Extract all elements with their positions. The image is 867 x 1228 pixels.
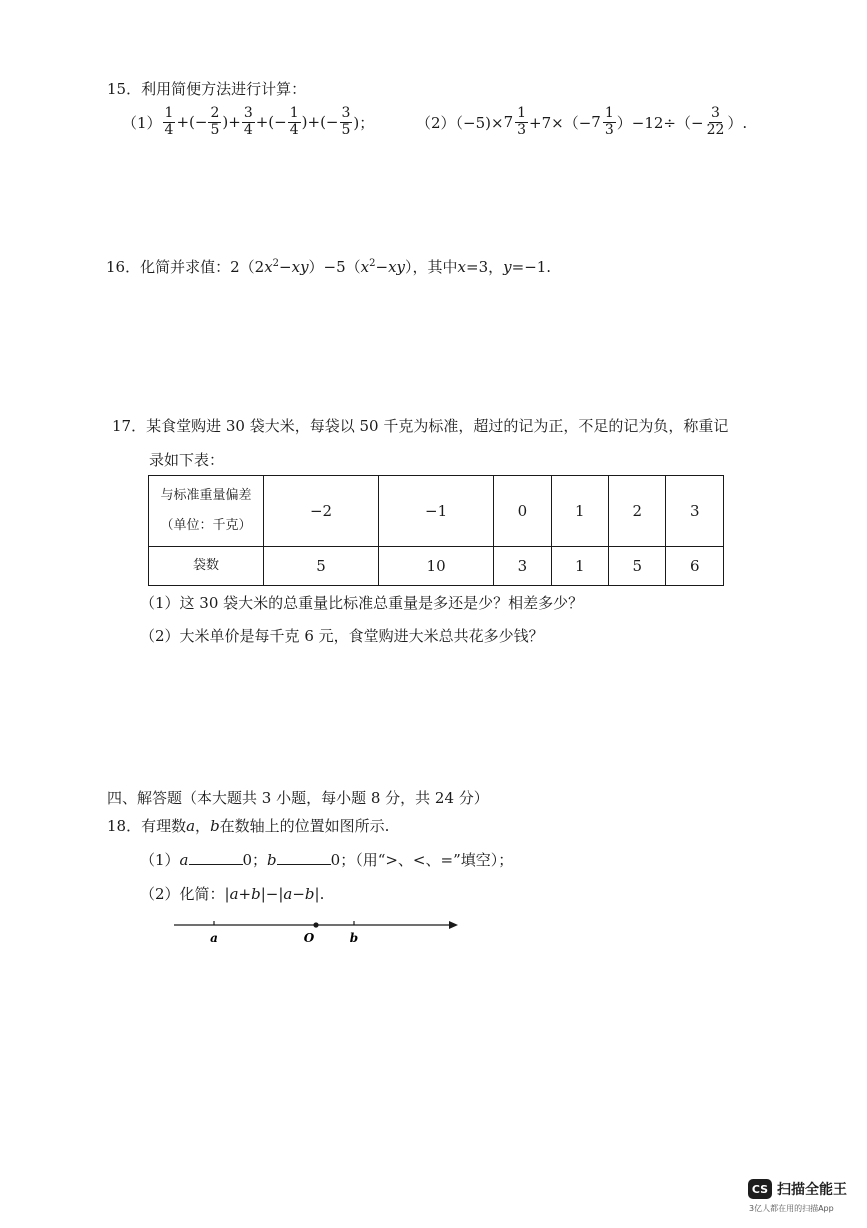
q18-sub2: （2）化简：|a+b|−|a−b|. [140, 885, 325, 903]
q18-title: 18．有理数a，b在数轴上的位置如图所示. [107, 817, 390, 835]
q15-p1-label: （1） [122, 113, 162, 132]
table-cell: 3 [494, 547, 551, 586]
operator: +(− [255, 113, 287, 131]
operator: +7×（− [529, 113, 592, 132]
operator: )+(− [301, 113, 339, 131]
label-o: O [303, 931, 315, 945]
table-cell: 2 [609, 476, 666, 547]
fraction: $\frac{2}{5}$ [210, 105, 220, 138]
table-cell: 1 [551, 476, 608, 547]
table-cell: 1 [551, 547, 608, 586]
table-cell: −1 [379, 476, 494, 547]
q15-title: 15．利用简便方法进行计算： [107, 80, 307, 98]
operator: ）. [727, 113, 748, 132]
label-b: b [349, 931, 359, 945]
q17-line2: 录如下表： [149, 451, 225, 469]
operator: +(− [176, 113, 208, 131]
operator: )； [353, 113, 375, 132]
arrow-right-icon [449, 921, 458, 929]
label-a: a [210, 931, 218, 945]
section-heading: 四、解答题（本大题共 3 小题，每小题 8 分，共 24 分） [107, 789, 489, 807]
q16-text: 16．化简并求值：$2(2x^2-xy)-5(x^2-xy)$，其中x=3，y=−1. [106, 258, 552, 276]
table-row-head: 袋数 [149, 547, 264, 586]
answer-blank[interactable] [277, 850, 331, 865]
table-cell: 6 [666, 547, 724, 586]
scanner-logo-icon: CS [748, 1179, 772, 1199]
scanner-app-slogan: 3亿人都在用的扫描App [749, 1204, 834, 1213]
fraction: $\frac{3}{4}$ [243, 105, 253, 138]
table-row [149, 476, 724, 547]
q18-sub1: （1）a 0；b 0；（用“>、<、=”填空）； [140, 851, 514, 869]
number-line [172, 916, 464, 950]
answer-blank[interactable] [189, 850, 243, 865]
table-cell: 5 [609, 547, 666, 586]
origin-dot [313, 922, 318, 927]
q17-sub2: （2）大米单价是每千克 6 元，食堂购进大米总共花多少钱？ [140, 627, 544, 645]
q15-part1 [122, 100, 374, 144]
operator: ）−12÷（− [616, 113, 704, 132]
scanner-app-name: 扫描全能王 [777, 1182, 847, 1198]
fraction: $\frac{3}{22}$ [706, 105, 725, 138]
q15-part2 [416, 100, 747, 144]
table-cell: 3 [666, 476, 724, 547]
table-row [149, 547, 724, 586]
table-cell: 0 [494, 476, 551, 547]
mixed-number: 7 $\frac{1}{3}$ [591, 105, 614, 138]
fraction: $\frac{1}{4}$ [289, 105, 299, 138]
mixed-number: 7 $\frac{1}{3}$ [503, 105, 527, 138]
table-cell: −2 [264, 476, 379, 547]
q17-line1: 17．某食堂购进 30 袋大米，每袋以 50 千克为标准，超过的记为正，不足的记为负，称重记 [112, 417, 729, 435]
q15-p2-label: （2）（−5)× [416, 113, 504, 132]
fraction: $\frac{1}{4}$ [164, 105, 174, 138]
fraction: $\frac{3}{5}$ [341, 105, 351, 138]
q17-sub1: （1）这 30 袋大米的总重量比标准总重量是多还是少？相差多少？ [140, 594, 584, 612]
table-row-head: 与标准重量偏差 （单位：千克） [149, 476, 264, 547]
table-cell: 5 [264, 547, 379, 586]
operator: )+ [222, 113, 241, 131]
table-cell: 10 [379, 547, 494, 586]
weight-table [148, 475, 724, 586]
